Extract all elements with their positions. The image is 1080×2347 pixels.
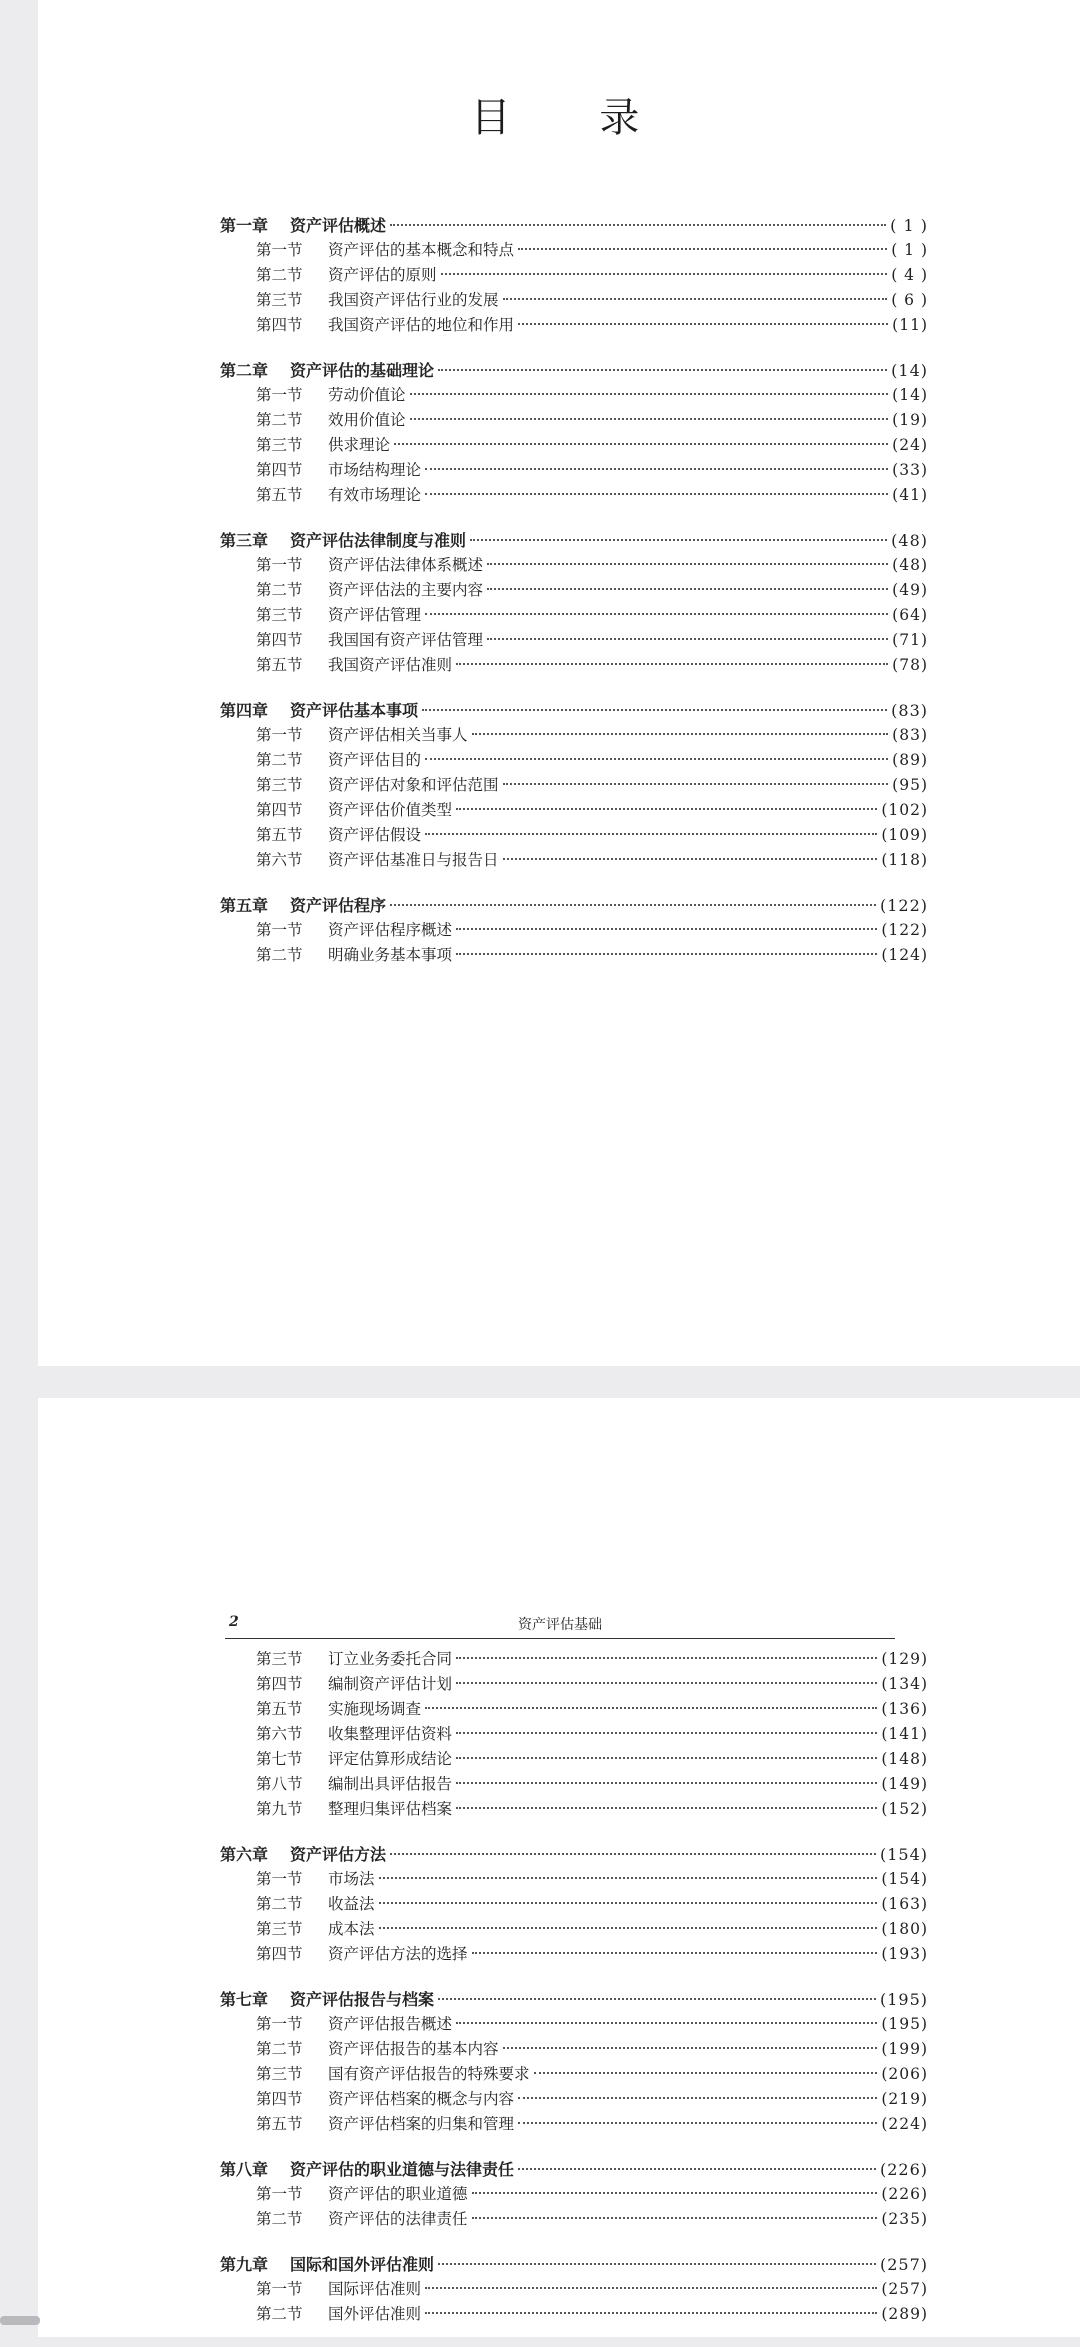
section-number: 第一节 [256, 2015, 303, 2033]
section-entry[interactable] [220, 773, 928, 798]
dot-leader [425, 468, 888, 470]
chapter-number: 第六章 [220, 1845, 269, 1864]
page-reference: (134) [881, 1675, 928, 1693]
section-title: 资产评估法的主要内容 [328, 581, 484, 599]
section-title: 资产评估程序概述 [328, 921, 453, 939]
page-reference: (224) [881, 2115, 928, 2133]
section-title: 资产评估法律体系概述 [328, 556, 484, 574]
section-number: 第七节 [256, 1750, 303, 1768]
section-number: 第一节 [256, 2280, 303, 2298]
section-number: 第二节 [256, 411, 303, 429]
section-title: 整理归集评估档案 [328, 1800, 453, 1818]
section-title: 有效市场理论 [328, 486, 422, 504]
dot-leader [425, 493, 888, 495]
section-entry[interactable] [220, 1722, 928, 1747]
page-reference: (48) [891, 531, 928, 550]
dot-leader [425, 613, 888, 615]
section-number: 第五节 [256, 826, 303, 844]
dot-leader [472, 2192, 878, 2194]
chapter-block [220, 358, 928, 508]
page-reference: (180) [881, 1920, 928, 1938]
chapter-block [220, 1647, 928, 1822]
dot-leader [390, 1853, 876, 1855]
section-number: 第二节 [256, 1895, 303, 1913]
chapter-entry[interactable] [220, 698, 928, 723]
section-title: 编制资产评估计划 [328, 1675, 453, 1693]
chapter-entry[interactable] [220, 2157, 928, 2182]
page-reference: (219) [881, 2090, 928, 2108]
dot-leader [456, 1657, 877, 1659]
section-title: 市场结构理论 [328, 461, 422, 479]
section-entry[interactable] [220, 408, 928, 433]
section-number: 第一节 [256, 386, 303, 404]
dot-leader [425, 833, 877, 835]
section-number: 第二节 [256, 581, 303, 599]
dot-leader [456, 2022, 877, 2024]
page-reference: (154) [879, 1845, 928, 1864]
section-entry[interactable] [220, 2112, 928, 2137]
page-reference: (89) [892, 751, 928, 769]
dot-leader [410, 418, 889, 420]
dot-leader [456, 1682, 877, 1684]
section-number: 第一节 [256, 1870, 303, 1888]
dot-leader [472, 2217, 878, 2219]
chapter-block [220, 1842, 928, 1967]
dot-leader [456, 808, 877, 810]
dot-leader [472, 1952, 878, 1954]
section-title: 国有资产评估报告的特殊要求 [328, 2065, 530, 2083]
dot-leader [425, 2312, 877, 2314]
page-reference: (129) [881, 1650, 928, 1668]
dot-leader [503, 298, 888, 300]
chapter-title: 资产评估的职业道德与法律责任 [290, 2160, 515, 2179]
dot-leader [425, 1707, 877, 1709]
section-title: 资产评估的基本概念和特点 [328, 241, 515, 259]
section-number: 第二节 [256, 2210, 303, 2228]
section-number: 第五节 [256, 2115, 303, 2133]
section-title: 资产评估对象和评估范围 [328, 776, 499, 794]
section-entry[interactable] [220, 2302, 928, 2327]
dot-leader [422, 709, 887, 711]
chapter-number: 第五章 [220, 896, 269, 915]
dot-leader [438, 1998, 876, 2000]
page-reference: (206) [881, 2065, 928, 2083]
section-entry[interactable] [220, 1942, 928, 1967]
chapter-block [220, 698, 928, 873]
page-reference: (78) [892, 656, 928, 674]
page-reference: (14) [892, 386, 928, 404]
section-entry[interactable] [220, 723, 928, 748]
page-reference: (148) [881, 1750, 928, 1768]
page-reference: (14) [891, 361, 928, 380]
dot-leader [425, 2287, 877, 2289]
section-entry[interactable] [220, 313, 928, 338]
chapter-entry[interactable] [220, 528, 928, 553]
dot-leader [438, 369, 887, 371]
section-number: 第一节 [256, 726, 303, 744]
page-reference: (124) [881, 946, 928, 964]
dot-leader [394, 443, 888, 445]
toc-title: 目 录 [470, 95, 678, 141]
section-entry[interactable] [220, 823, 928, 848]
section-entry[interactable] [220, 1892, 928, 1917]
book-title: 资产评估基础 [518, 1617, 602, 1633]
section-number: 第三节 [256, 776, 303, 794]
section-title: 实施现场调查 [328, 1700, 422, 1718]
chapter-title: 资产评估报告与档案 [290, 1990, 435, 2009]
dot-leader [456, 1782, 877, 1784]
dot-leader [456, 928, 877, 930]
section-entry[interactable] [220, 798, 928, 823]
dot-leader [438, 2263, 876, 2265]
section-entry[interactable] [220, 1697, 928, 1722]
chapter-block [220, 1987, 928, 2137]
dot-leader [456, 1807, 877, 1809]
chapter-block [220, 528, 928, 678]
page-reference: ( 6 ) [891, 291, 928, 309]
section-number: 第五节 [256, 1700, 303, 1718]
page-reference: (289) [881, 2305, 928, 2323]
section-number: 第四节 [256, 461, 303, 479]
page-reference: (195) [879, 1990, 928, 2009]
section-number: 第三节 [256, 1920, 303, 1938]
section-number: 第四节 [256, 1945, 303, 1963]
section-number: 第六节 [256, 851, 303, 869]
page-reference: (257) [879, 2255, 928, 2274]
dot-leader [518, 2097, 877, 2099]
page-reference: (235) [881, 2210, 928, 2228]
section-entry[interactable] [220, 848, 928, 873]
section-number: 第二节 [256, 266, 303, 284]
dot-leader [503, 858, 878, 860]
page-reference: (195) [881, 2015, 928, 2033]
section-entry[interactable] [220, 288, 928, 313]
section-entry[interactable] [220, 1672, 928, 1697]
section-number: 第四节 [256, 1675, 303, 1693]
chapter-entry[interactable] [220, 2252, 928, 2277]
chapter-entry[interactable] [220, 358, 928, 383]
chapter-entry[interactable] [220, 1987, 928, 2012]
section-entry[interactable] [220, 458, 928, 483]
section-number: 第四节 [256, 801, 303, 819]
dot-leader [503, 783, 889, 785]
section-entry[interactable] [220, 553, 928, 578]
section-number: 第一节 [256, 241, 303, 259]
chapter-title: 资产评估的基础理论 [290, 361, 435, 380]
section-title: 资产评估价值类型 [328, 801, 453, 819]
chapter-number: 第八章 [220, 2160, 269, 2179]
chapter-title: 资产评估概述 [290, 216, 387, 235]
section-title: 资产评估报告概述 [328, 2015, 453, 2033]
section-title: 效用价值论 [328, 411, 406, 429]
section-title: 国外评估准则 [328, 2305, 422, 2323]
section-entry[interactable] [220, 2182, 928, 2207]
section-entry[interactable] [220, 433, 928, 458]
page-reference: (64) [892, 606, 928, 624]
section-number: 第一节 [256, 2185, 303, 2203]
section-number: 第三节 [256, 291, 303, 309]
section-entry[interactable] [220, 2037, 928, 2062]
section-title: 资产评估方法的选择 [328, 1945, 468, 1963]
scroll-indicator[interactable] [0, 2316, 40, 2325]
page-number: 2 [229, 1614, 239, 1630]
dot-leader [456, 1757, 877, 1759]
chapter-number: 第三章 [220, 531, 269, 550]
section-title: 收益法 [328, 1895, 375, 1913]
page-reference: (257) [881, 2280, 928, 2298]
page-reference: (33) [892, 461, 928, 479]
page-reference: (118) [881, 851, 928, 869]
page-reference: (193) [881, 1945, 928, 1963]
section-title: 我国资产评估准则 [328, 656, 453, 674]
dot-leader [518, 323, 888, 325]
dot-leader [456, 663, 888, 665]
section-entry[interactable] [220, 2012, 928, 2037]
section-entry[interactable] [220, 2087, 928, 2112]
section-number: 第八节 [256, 1775, 303, 1793]
section-title: 我国资产评估行业的发展 [328, 291, 499, 309]
section-entry[interactable] [220, 603, 928, 628]
section-title: 订立业务委托合同 [328, 1650, 453, 1668]
section-entry[interactable] [220, 918, 928, 943]
chapter-number: 第七章 [220, 1990, 269, 2009]
page-reference: (24) [892, 436, 928, 454]
section-number: 第五节 [256, 486, 303, 504]
chapter-entry[interactable] [220, 1842, 928, 1867]
chapter-block [220, 2157, 928, 2232]
chapter-number: 第九章 [220, 2255, 269, 2274]
page-reference: (95) [892, 776, 928, 794]
document-page-2 [38, 1398, 1080, 2337]
chapter-block [220, 2252, 928, 2327]
page-reference: (11) [892, 316, 928, 334]
page-reference: ( 4 ) [891, 266, 928, 284]
dot-leader [456, 953, 877, 955]
chapter-title: 资产评估基本事项 [290, 701, 419, 720]
dot-leader [379, 1877, 878, 1879]
page-reference: (154) [881, 1870, 928, 1888]
chapter-title: 资产评估程序 [290, 896, 387, 915]
page-reference: (19) [892, 411, 928, 429]
page-reference: (83) [891, 701, 928, 720]
page-reference: (226) [879, 2160, 928, 2179]
chapter-number: 第一章 [220, 216, 269, 235]
section-number: 第五节 [256, 656, 303, 674]
dot-leader [410, 393, 889, 395]
chapter-block [220, 213, 928, 338]
page-reference: (152) [881, 1800, 928, 1818]
section-title: 供求理论 [328, 436, 391, 454]
section-title: 资产评估的法律责任 [328, 2210, 468, 2228]
section-title: 编制出具评估报告 [328, 1775, 453, 1793]
section-number: 第三节 [256, 1650, 303, 1668]
page-reference: (83) [892, 726, 928, 744]
dot-leader [456, 1732, 877, 1734]
section-title: 评定估算形成结论 [328, 1750, 453, 1768]
dot-leader [441, 273, 888, 275]
page-reference: (163) [881, 1895, 928, 1913]
section-entry[interactable] [220, 943, 928, 968]
section-entry[interactable] [220, 628, 928, 653]
chapter-entry[interactable] [220, 213, 928, 238]
section-number: 第三节 [256, 606, 303, 624]
dot-leader [534, 2072, 878, 2074]
section-number: 第四节 [256, 316, 303, 334]
section-entry[interactable] [220, 263, 928, 288]
document-page-1 [38, 0, 1080, 1366]
chapter-number: 第二章 [220, 361, 269, 380]
dot-leader [390, 224, 886, 226]
section-entry[interactable] [220, 1747, 928, 1772]
section-number: 第四节 [256, 2090, 303, 2108]
section-number: 第六节 [256, 1725, 303, 1743]
section-number: 第一节 [256, 556, 303, 574]
section-title: 资产评估档案的归集和管理 [328, 2115, 515, 2133]
page-reference: (122) [881, 921, 928, 939]
chapter-block [220, 893, 928, 968]
section-title: 资产评估假设 [328, 826, 422, 844]
section-number: 第二节 [256, 2305, 303, 2323]
section-title: 劳动价值论 [328, 386, 406, 404]
section-title: 资产评估管理 [328, 606, 422, 624]
section-title: 资产评估的原则 [328, 266, 437, 284]
section-title: 资产评估目的 [328, 751, 422, 769]
section-entry[interactable] [220, 1772, 928, 1797]
section-entry[interactable] [220, 2277, 928, 2302]
dot-leader [379, 1902, 878, 1904]
section-number: 第一节 [256, 921, 303, 939]
page-reference: (136) [881, 1700, 928, 1718]
page-reference: (109) [881, 826, 928, 844]
section-number: 第三节 [256, 2065, 303, 2083]
section-number: 第二节 [256, 2040, 303, 2058]
page-reference: (226) [881, 2185, 928, 2203]
page-reference: (122) [879, 896, 928, 915]
page-reference: (199) [881, 2040, 928, 2058]
section-entry[interactable] [220, 2062, 928, 2087]
page-reference: ( 1 ) [891, 241, 928, 259]
dot-leader [518, 2168, 876, 2170]
section-entry[interactable] [220, 653, 928, 678]
dot-leader [503, 2047, 878, 2049]
page-reference: ( 1 ) [890, 216, 928, 235]
page-reference: (49) [892, 581, 928, 599]
chapter-entry[interactable] [220, 893, 928, 918]
page-reference: (102) [881, 801, 928, 819]
dot-leader [487, 563, 888, 565]
section-number: 第三节 [256, 436, 303, 454]
section-entry[interactable] [220, 238, 928, 263]
section-number: 第四节 [256, 631, 303, 649]
section-title: 资产评估报告的基本内容 [328, 2040, 499, 2058]
dot-leader [425, 758, 888, 760]
section-title: 资产评估档案的概念与内容 [328, 2090, 515, 2108]
section-number: 第九节 [256, 1800, 303, 1818]
section-entry[interactable] [220, 1917, 928, 1942]
section-title: 我国国有资产评估管理 [328, 631, 484, 649]
table-of-contents [220, 213, 928, 988]
dot-leader [470, 539, 887, 541]
section-title: 资产评估基准日与报告日 [328, 851, 499, 869]
dot-leader [390, 904, 876, 906]
section-title: 明确业务基本事项 [328, 946, 453, 964]
page-reference: (48) [892, 556, 928, 574]
running-header [225, 1610, 895, 1639]
section-title: 资产评估的职业道德 [328, 2185, 468, 2203]
section-entry[interactable] [220, 1867, 928, 1892]
section-title: 国际评估准则 [328, 2280, 422, 2298]
chapter-title: 资产评估方法 [290, 1845, 387, 1864]
section-entry[interactable] [220, 1797, 928, 1822]
section-title: 市场法 [328, 1870, 375, 1888]
dot-leader [487, 588, 888, 590]
chapter-number: 第四章 [220, 701, 269, 720]
dot-leader [487, 638, 888, 640]
section-title: 资产评估相关当事人 [328, 726, 468, 744]
table-of-contents-continued [220, 1647, 928, 2347]
dot-leader [379, 1927, 878, 1929]
section-entry[interactable] [220, 748, 928, 773]
page-reference: (41) [892, 486, 928, 504]
section-number: 第二节 [256, 751, 303, 769]
section-entry[interactable] [220, 578, 928, 603]
page-reference: (141) [881, 1725, 928, 1743]
section-title: 我国资产评估的地位和作用 [328, 316, 515, 334]
section-entry[interactable] [220, 383, 928, 408]
chapter-title: 国际和国外评估准则 [290, 2255, 435, 2274]
page-reference: (71) [892, 631, 928, 649]
page-reference: (149) [881, 1775, 928, 1793]
section-entry[interactable] [220, 2207, 928, 2232]
section-title: 收集整理评估资料 [328, 1725, 453, 1743]
section-entry[interactable] [220, 1647, 928, 1672]
dot-leader [518, 2122, 877, 2124]
section-entry[interactable] [220, 483, 928, 508]
chapter-title: 资产评估法律制度与准则 [290, 531, 467, 550]
dot-leader [472, 733, 889, 735]
section-number: 第二节 [256, 946, 303, 964]
section-title: 成本法 [328, 1920, 375, 1938]
dot-leader [518, 248, 887, 250]
